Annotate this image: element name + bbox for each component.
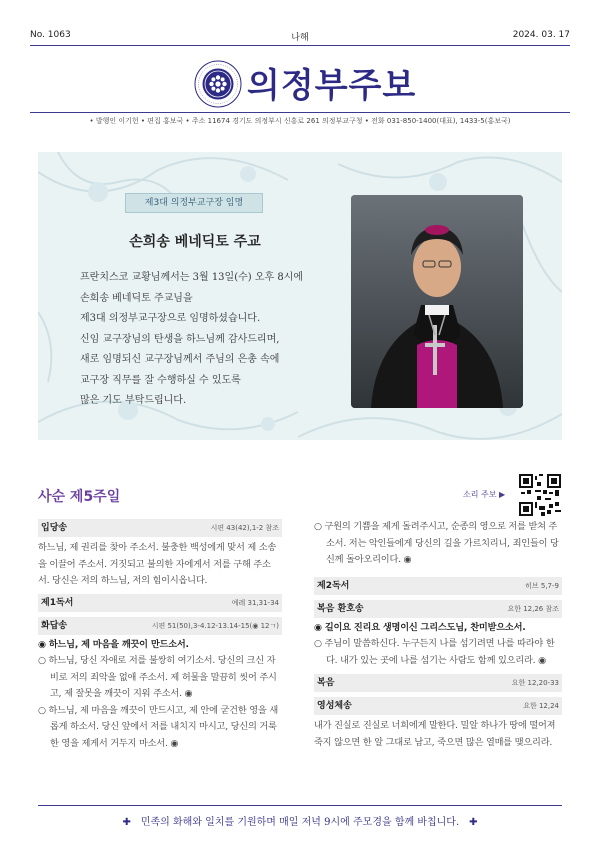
entrance-text: 하느님, 제 권리를 찾아 주소서. 불충한 백성에게 맞서 제 소송을 이끌어 주소서. 거짓되고 불의한 자에게서 저를 구해 주소서. 당신은 저의 하느님, 저의 힘이시옵니다.: [38, 542, 277, 586]
message-line: 손희송 베네딕토 주교님을: [80, 292, 193, 304]
qr-code[interactable]: [519, 474, 561, 516]
liturgy-right-column: [314, 519, 562, 751]
gospel-acclamation-ref: 요한 12,26 참조: [507, 604, 559, 613]
first-reading-label: 제1독서: [41, 597, 74, 608]
gospel-header: [314, 674, 562, 692]
bishop-name: 손희송 베네딕토 주교: [129, 234, 261, 250]
entrance-label: 입당송: [41, 523, 68, 533]
gospel-acclamation-label: 복음 환호송: [317, 603, 364, 614]
psalm-verse: ○ 하느님, 제 마음을 깨끗이 만드시고, 제 안에 굳건한 영을 새롭게 하소서. 당신 앞에서 저를 내치지 마시고, 당신의 거룩한 영을 제게서 거두지 마소서. ◉: [38, 704, 278, 749]
diocese-seal-logo: [194, 60, 242, 108]
year-cycle: 나해: [291, 33, 309, 43]
message-line: 제3대 의정부교구장으로 임명하셨습니다.: [80, 313, 261, 324]
message-line: 신임 교구장님의 탄생을 하느님께 감사드리며,: [80, 333, 280, 345]
divider: [38, 805, 562, 806]
entrance-antiphon-header: [38, 519, 282, 537]
gospel-label: 복음: [317, 678, 335, 688]
liturgy-title: 사순 제5주일: [38, 489, 121, 505]
divider: [30, 112, 570, 113]
communion-ref: 요한 12,24: [523, 702, 559, 710]
top-bar: [30, 30, 570, 44]
footer-prayer: [38, 813, 562, 828]
gospel-acclamation-response-text: ◉ 길이요 진리요 생명이신 그리스도님, 찬미받으소서.: [314, 621, 526, 633]
gospel-acclamation-verse: ○ 주님이 말씀하신다. 누구든지 나를 섬기려면 나를 따라야 한다. 내가 있는 곳에 나를 섬기는 사람도 함께 있으리라. ◉: [314, 638, 555, 666]
second-reading-label: 제2독서: [317, 580, 350, 591]
cross-icon: ✚: [122, 817, 131, 828]
psalm-response-text: ◉ 하느님, 제 마음을 깨끗이 만드소서.: [38, 638, 189, 650]
message-line: 많은 기도 부탁드립니다.: [80, 395, 187, 406]
second-reading-ref: 히브 5,7-9: [525, 581, 559, 590]
message-line: 프란치스코 교황님께서는 3월 13일(수) 오후 8시에: [80, 272, 304, 283]
footer-text: 민족의 화해와 일치를 기원하며 매일 저녁 9시에 주모경을 함께 바칩니다.: [140, 817, 460, 828]
liturgy-left-column: [38, 519, 282, 752]
appointment-message: [80, 268, 340, 412]
appointment-tag: 제3대 의정부교구장 임명: [125, 193, 263, 213]
psalm-ref: 시편 51(50),3-4.12-13.14-15(◉ 12ㄱ): [151, 621, 279, 630]
masthead-title: 의정부주보: [247, 66, 417, 106]
publisher-line: • 발행인 이기헌 • 편집 홍보국 • 주소 11674 경기도 의정부시 신흥로 261 의정부교구청 • 전화 031-850-1400(대표), 1433-5(홍보국): [89, 117, 511, 125]
psalm-header: [38, 617, 282, 635]
bishop-portrait-photo: [351, 195, 523, 408]
communion-header: [314, 697, 562, 715]
gospel-acclamation-response: [314, 618, 562, 637]
message-line: 새로 임명되신 교구장님께서 주님의 은총 속에: [80, 354, 280, 365]
entrance-ref: 시편 43(42),1-2 참조: [210, 524, 279, 532]
gospel-ref: 요한 12,20-33: [511, 679, 559, 687]
issue-date: 2024. 03. 17: [512, 30, 570, 40]
first-reading-ref: 예레 31,31-34: [231, 598, 279, 607]
audio-bulletin-link[interactable]: 소리 주보 ▶: [463, 490, 506, 499]
second-reading-header: [314, 577, 562, 595]
psalm-verse: ○ 구원의 기쁨을 제게 돌려주시고, 순종의 영으로 저를 받쳐 주소서. 저는 악인들에게 당신의 길을 가르치리니, 죄인들이 당신께 돌아오리이다. ◉: [314, 521, 559, 565]
psalm-response: [38, 635, 282, 654]
first-reading-header: [38, 594, 282, 612]
psalm-verse: ○ 하느님, 당신 자애로 저를 불쌍히 여기소서. 당신의 크신 자비로 저의 죄악을 없애 주소서. 제 허물을 말끔히 씻어 주시고, 제 잘못을 깨끗이 지워 주소서. ◉: [38, 655, 277, 699]
issue-number: No. 1063: [30, 30, 71, 40]
psalm-label: 화답송: [41, 620, 68, 631]
divider: [30, 45, 570, 46]
cross-icon: ✚: [469, 817, 478, 828]
gospel-acclamation-header: [314, 600, 562, 618]
communion-label: 영성체송: [317, 701, 352, 711]
communion-text: 내가 진실로 진실로 너희에게 말한다. 밀알 하나가 땅에 떨어져 죽지 않으면 한 알 그대로 남고, 죽으면 많은 열매를 맺으리라.: [314, 720, 556, 748]
message-line: 교구장 직무를 잘 수행하실 수 있도록: [80, 374, 241, 386]
